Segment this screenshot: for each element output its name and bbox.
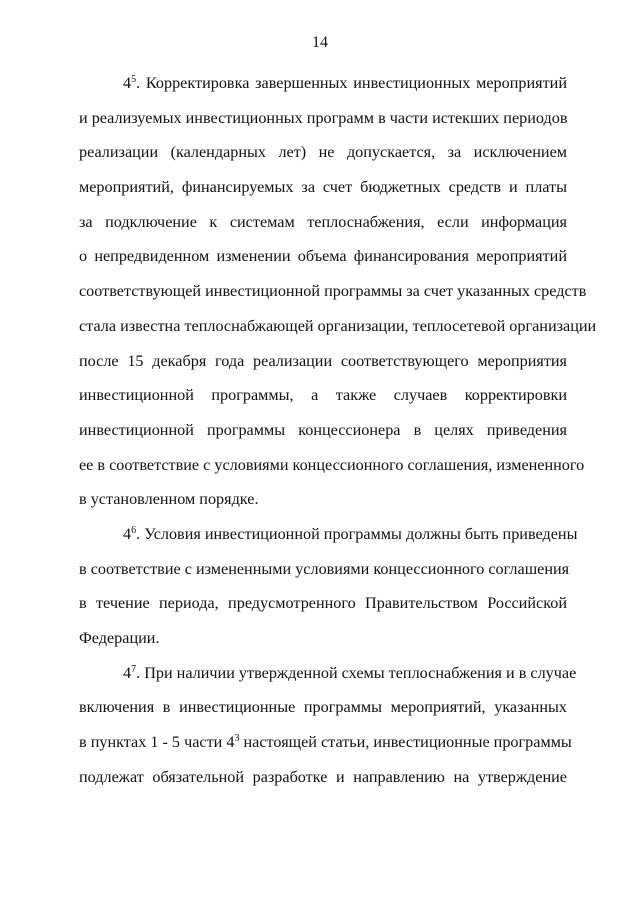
text-segment: в соответствие с измененными условиями концессионного соглашения <box>79 559 570 578</box>
text-line <box>79 135 567 170</box>
text-segment: ее в соответствие с условиями концессионного соглашения, измененного <box>79 455 585 474</box>
text-segment: . Корректировка завершенных инвестиционных мероприятий <box>136 74 567 92</box>
text-segment: и реализуемых инвестиционных программ в части истекших периодов <box>79 108 568 127</box>
text-line <box>79 239 567 274</box>
text-segment: . Условия инвестиционной программы должны быть приведены <box>136 524 578 543</box>
text-segment: о непредвиденном изменении объема финансирования мероприятий <box>79 247 567 266</box>
text-line <box>79 482 567 517</box>
text-line <box>79 690 567 725</box>
text-line <box>79 586 567 621</box>
text-segment: 4 <box>123 74 132 92</box>
text-line <box>79 344 567 379</box>
text-line <box>79 448 585 483</box>
text-line <box>79 552 570 587</box>
text-line <box>79 170 567 205</box>
paragraph <box>79 656 577 795</box>
text-segment: . При наличии утвержденной схемы теплоснабжения и в случае <box>136 663 577 682</box>
text-line <box>79 66 567 101</box>
text-segment: соответствующей инвестиционной программы за счет указанных средств <box>79 282 587 301</box>
text-segment: мероприятий, финансируемых за счет бюджетных средств и платы <box>79 178 567 197</box>
document-body <box>79 66 597 794</box>
text-segment: подлежат обязательной разработке и направлению на утверждение <box>79 767 567 786</box>
text-line <box>79 517 578 552</box>
text-line <box>79 656 577 691</box>
superscript: 5 <box>131 74 137 85</box>
paragraph <box>79 66 597 517</box>
text-line <box>79 205 567 240</box>
text-line <box>79 309 597 344</box>
text-line <box>79 101 567 136</box>
superscript: 7 <box>131 663 137 675</box>
text-line <box>79 760 567 795</box>
superscript: 6 <box>131 524 137 536</box>
text-segment: в пунктах 1 - 5 части 4 <box>79 733 235 752</box>
text-segment: включения в инвестиционные программы мероприятий, указанных <box>79 698 567 717</box>
text-line <box>79 413 567 448</box>
text-segment: после 15 декабря года реализации соответствующего мероприятия <box>79 351 567 370</box>
superscript: 3 <box>234 733 240 745</box>
text-line <box>79 621 567 656</box>
page-number: 14 <box>312 34 328 51</box>
text-segment: настоящей статьи, инвестиционные программы <box>239 733 572 752</box>
text-segment: инвестиционной программы, а также случаев корректировки <box>79 386 567 405</box>
text-line <box>79 725 572 760</box>
text-segment: за подключение к системам теплоснабжения, если информация <box>79 212 567 231</box>
text-segment: в установленном порядке. <box>79 490 259 509</box>
text-segment: стала известна теплоснабжающей организации, теплосетевой организации <box>79 316 597 335</box>
text-line <box>79 274 587 309</box>
text-segment: в течение периода, предусмотренного Правительством Российской <box>79 594 567 613</box>
text-segment: реализации (календарных лет) не допускается, за исключением <box>79 143 567 162</box>
text-segment: 4 <box>123 663 132 682</box>
text-segment: Федерации. <box>79 629 160 647</box>
text-segment: инвестиционной программы концессионера в целях приведения <box>79 420 567 439</box>
text-line <box>79 378 567 413</box>
paragraph <box>79 517 578 656</box>
text-segment: 4 <box>123 524 132 543</box>
